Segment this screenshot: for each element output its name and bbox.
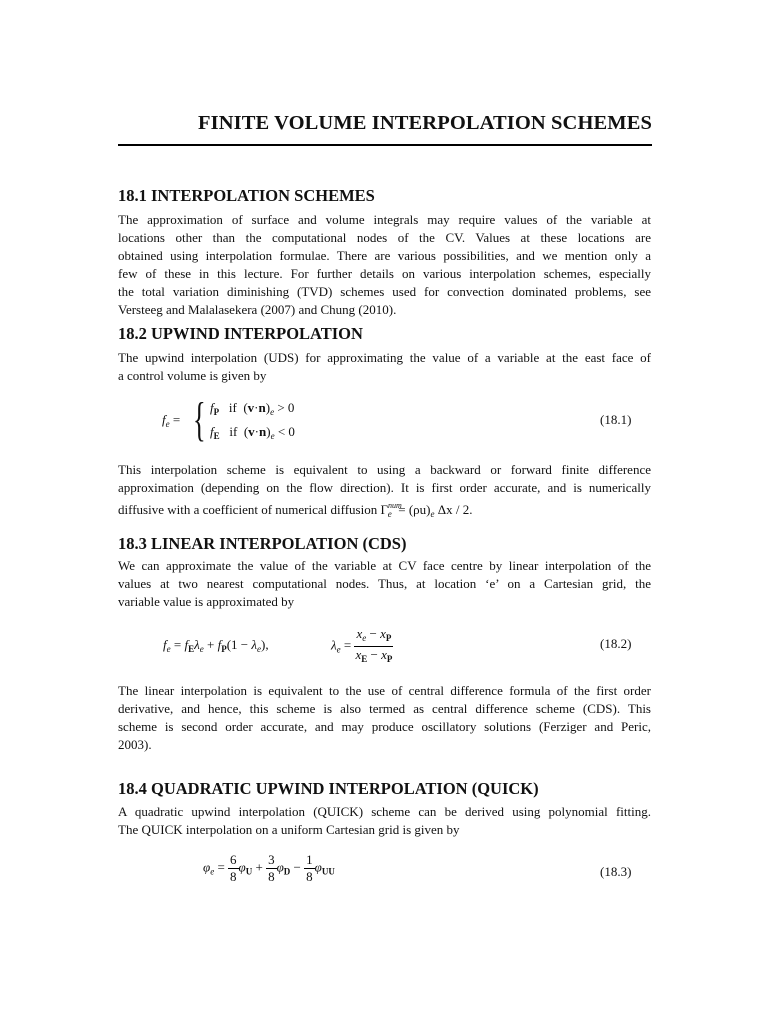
text-line: variable value is approximated by xyxy=(118,594,295,609)
title-rule xyxy=(118,144,652,146)
text-line: We can approximate the value of the variable at CV face centre by linear interpolation of the xyxy=(118,558,651,573)
page-title: FINITE VOLUME INTERPOLATION SCHEMES xyxy=(198,112,652,134)
section-18-3-paragraph xyxy=(118,557,651,611)
section-heading-18-3: 18.3 LINEAR INTERPOLATION (CDS) xyxy=(118,534,407,553)
text-line: derivative, and hence, this scheme is also termed as central difference scheme (CDS). This xyxy=(118,701,651,716)
text-line: The QUICK interpolation on a uniform Cartesian grid is given by xyxy=(118,822,460,837)
section-heading-18-1: 18.1 INTERPOLATION SCHEMES xyxy=(118,186,375,205)
text-line: 2003). xyxy=(118,737,152,752)
equation-18-1-case-1: $f_P$ if $(v\cdot n)_e > 0$ xyxy=(210,400,295,417)
equation-18-2-lhs: $f_e = f_E\lambda_e + f_P(1 - \lambda_e)$, xyxy=(163,637,269,654)
text-line: A quadratic upwind interpolation (QUICK) scheme can be derived using polynomial fitting. xyxy=(118,804,651,819)
text-line: The upwind interpolation (UDS) for approximating the value of a variable at the east face of xyxy=(118,350,651,365)
section-18-2-paragraph xyxy=(118,349,651,385)
text-line: few of these in this lecture. For further details on various interpolation schemes, especially xyxy=(118,266,651,281)
equation-number-18-3: (18.3) xyxy=(600,864,632,879)
section-18-1-paragraph xyxy=(118,211,651,319)
equation-18-3: $\varphi_e$ = $\frac{6}{8}$ $\varphi_U$ + $\frac{3}{8}$ $\varphi_D$ − $\frac{1}{8}$ $\varphi_{UU}$ xyxy=(203,852,335,884)
text-line: diffusive with a coefficient of numerical diffusion $\Gamma^{num}_e = (\rho u)_e$ Δx / 2. xyxy=(118,501,473,517)
section-18-3-paragraph-2 xyxy=(118,682,651,754)
equation-18-2-lambda: $\lambda_e$ = $\frac{x_e - x_P}{x_E - x_P}$ xyxy=(331,626,393,667)
text-line: values at two nearest computational nodes. Thus, at location ‘e’ on a Cartesian grid, the xyxy=(118,576,651,591)
equation-number-18-1: (18.1) xyxy=(600,412,632,427)
text-line: scheme is second order accurate, and may produce oscillatory solutions (Ferziger and Peric, xyxy=(118,719,651,734)
text-fragment: = (ρu) xyxy=(398,502,431,517)
text-line: the total variation diminishing (TVD) schemes used for convection dominated problems, see xyxy=(118,284,651,299)
text-fragment: diffusive with a coefficient of numerical diffusion xyxy=(118,502,378,517)
equation-18-1-case-2: $f_E$ if $(v\cdot n)_e < 0$ xyxy=(210,424,295,441)
section-heading-18-4: 18.4 QUADRATIC UPWIND INTERPOLATION (QUICK) xyxy=(118,779,539,798)
text-line: locations other than the computational nodes of the CV. Values at these locations are xyxy=(118,230,651,245)
text-line: Versteeg and Malalasekera (2007) and Chung (2010). xyxy=(118,302,397,317)
text-line: This interpolation scheme is equivalent to using a backward or forward finite difference xyxy=(118,462,651,477)
text-fragment: Δx / 2. xyxy=(437,502,473,517)
text-line: approximation (depending on the flow direction). It is first order accurate, and is numerically xyxy=(118,480,651,495)
section-18-4-paragraph xyxy=(118,803,651,839)
text-line: The linear interpolation is equivalent to the use of central difference formula of the first order xyxy=(118,683,651,698)
text-line: obtained using interpolation formulae. There are various possibilities, and we mention only a xyxy=(118,248,651,263)
text-line: The approximation of surface and volume integrals may require values of the variable at xyxy=(118,212,651,227)
section-18-2-paragraph-2 xyxy=(118,461,651,517)
section-heading-18-2: 18.2 UPWIND INTERPOLATION xyxy=(118,324,363,343)
equation-18-1-brace: { xyxy=(193,393,206,446)
text-line: a control volume is given by xyxy=(118,368,267,383)
equation-18-1-lhs: $f_e$ = xyxy=(162,412,181,429)
equation-number-18-2: (18.2) xyxy=(600,636,632,651)
fraction: $\frac{x_e - x_P}{x_E - x_P}$ xyxy=(355,626,393,664)
